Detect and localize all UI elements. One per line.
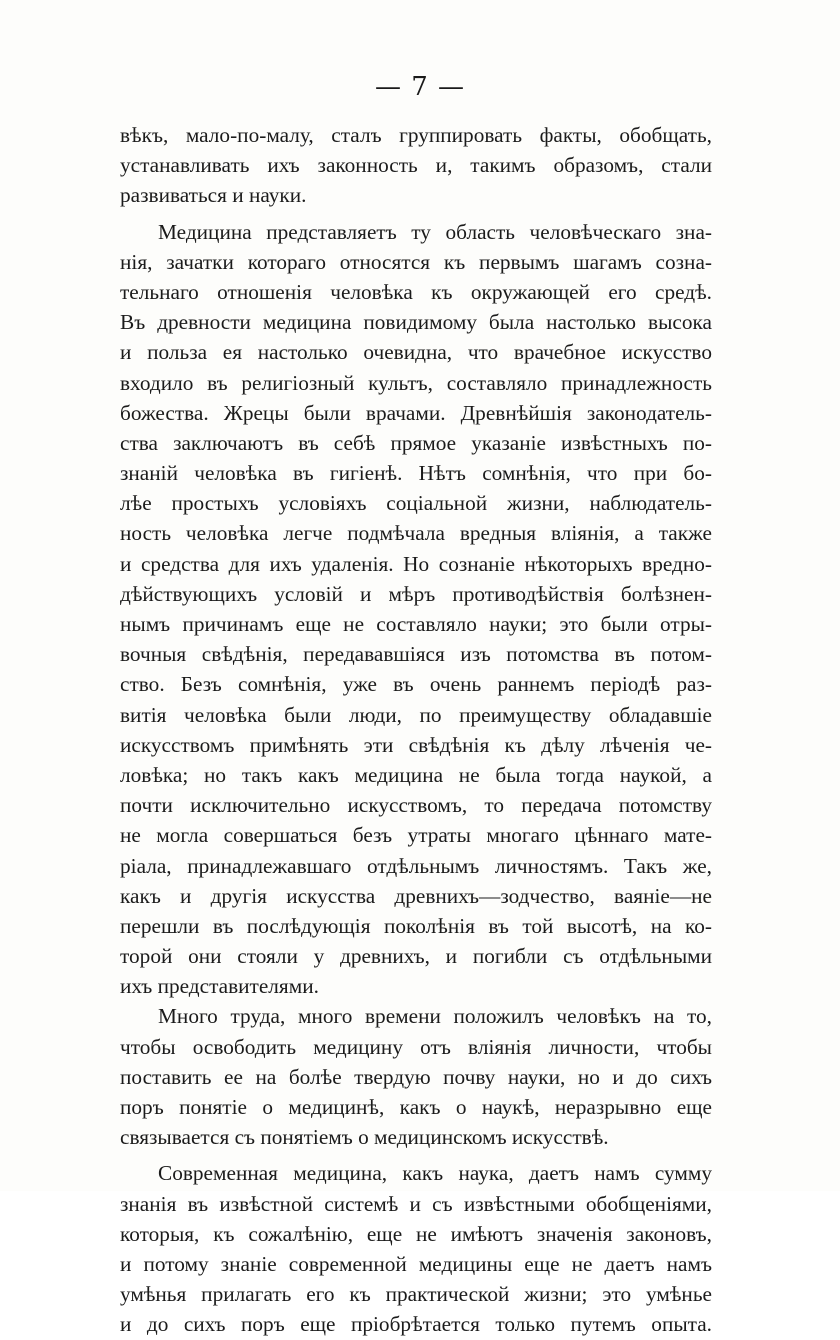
text-line: нія, зачатки котораго относятся къ первымъ шагамъ созна- bbox=[120, 249, 712, 274]
text-line: связывается съ понятіемъ о медицинскомъ искусствѣ. bbox=[120, 1125, 609, 1150]
text-line: Современная медицина, какъ наука, даетъ намъ сумму bbox=[158, 1161, 712, 1186]
text-line: чтобы освободить медицину отъ вліянія личности, чтобы bbox=[120, 1034, 712, 1059]
text-line: Медицина представляетъ ту область человѣческаго зна- bbox=[158, 219, 712, 244]
text-line: устанавливать ихъ законность и, такимъ образомъ, стали bbox=[120, 153, 712, 178]
text-line: ріала, принадлежавшаго отдѣльнымъ личностямъ. Такъ же, bbox=[120, 853, 712, 878]
text-line: торой они стояли у древнихъ, и погибли съ отдѣльными bbox=[120, 944, 712, 969]
text-line: ства заключаютъ въ себѣ прямое указаніе извѣстныхъ по- bbox=[120, 430, 712, 455]
text-line: знанія въ извѣстной системѣ и съ извѣстными обобщеніями, bbox=[120, 1191, 712, 1216]
text-line: поръ понятіе о медицинѣ, какъ о наукѣ, неразрывно еще bbox=[120, 1095, 712, 1119]
text-line: которыя, къ сожалѣнію, еще не имѣютъ значенія законовъ, bbox=[120, 1221, 712, 1246]
text-line: знаній человѣка въ гигіенѣ. Нѣтъ сомнѣнія, что при бо- bbox=[120, 461, 712, 486]
text-line: почти исключительно искусствомъ, то передача потомству bbox=[120, 793, 712, 818]
text-line: нымъ причинамъ еще не составляло науки; это были отры- bbox=[120, 612, 712, 636]
text-line: ство. Безъ сомнѣнія, уже въ очень раннемъ періодѣ раз- bbox=[120, 672, 712, 697]
text-line: лѣе простыхъ условіяхъ соціальной жизни, наблюдатель- bbox=[120, 491, 712, 516]
text-line: и до сихъ поръ еще пріобрѣтается только путемъ опыта. bbox=[120, 1312, 712, 1337]
text-line: и польза ея настолько очевидна, что врачебное искусство bbox=[120, 340, 712, 365]
text-line: Много труда, много времени положилъ человѣкъ на то, bbox=[158, 1004, 712, 1029]
text-line: ность человѣка легче подмѣчала вредныя вліянія, а также bbox=[120, 521, 712, 546]
text-line: поставить ее на болѣе твердую почву науки, но и до сихъ bbox=[120, 1064, 712, 1089]
text-line: и потому знаніе современной медицины еще не даетъ намъ bbox=[120, 1251, 712, 1276]
text-line: искусствомъ примѣнять эти свѣдѣнія къ дѣлу лѣченія че- bbox=[120, 732, 712, 757]
text-line: умѣнья прилагать его къ практической жизни; это умѣнье bbox=[120, 1282, 712, 1307]
text-line: божества. Жрецы были врачами. Древнѣйшія законодатель- bbox=[120, 400, 712, 425]
text-line: входило въ религіозный культъ, составляло принадлежность bbox=[120, 370, 712, 395]
text-line: вѣкъ, мало-по-малу, сталъ группировать факты, обобщать, bbox=[120, 123, 712, 147]
text-line: ихъ представителями. bbox=[120, 974, 319, 999]
text-line: вочныя свѣдѣнія, передававшіяся изъ потомства въ потом- bbox=[120, 642, 712, 667]
page-number: — 7 — bbox=[374, 72, 466, 102]
text-line: и средства для ихъ удаленія. Но сознаніе нѣкоторыхъ вредно- bbox=[120, 551, 712, 576]
text-line: перешли въ послѣдующія поколѣнія въ той высотѣ, на ко- bbox=[120, 913, 712, 938]
text-line: дѣйствующихъ условій и мѣръ противодѣйствія болѣзнен- bbox=[120, 581, 712, 606]
body-text bbox=[120, 120, 712, 1340]
text-line: Въ древности медицина повидимому была настолько высока bbox=[120, 310, 712, 335]
text-line: тельнаго отношенія человѣка къ окружающей его средѣ. bbox=[120, 279, 712, 304]
text-line: витія человѣка были люди, по преимуществу обладавшіе bbox=[120, 702, 712, 727]
text-line: развиваться и науки. bbox=[120, 183, 307, 208]
text-line: ловѣка; но такъ какъ медицина не была тогда наукой, а bbox=[120, 762, 712, 787]
text-line: какъ и другія искусства древнихъ—зодчество, ваяніе—не bbox=[120, 883, 712, 908]
text-line: не могла совершаться безъ утраты многаго цѣннаго мате- bbox=[120, 823, 712, 848]
